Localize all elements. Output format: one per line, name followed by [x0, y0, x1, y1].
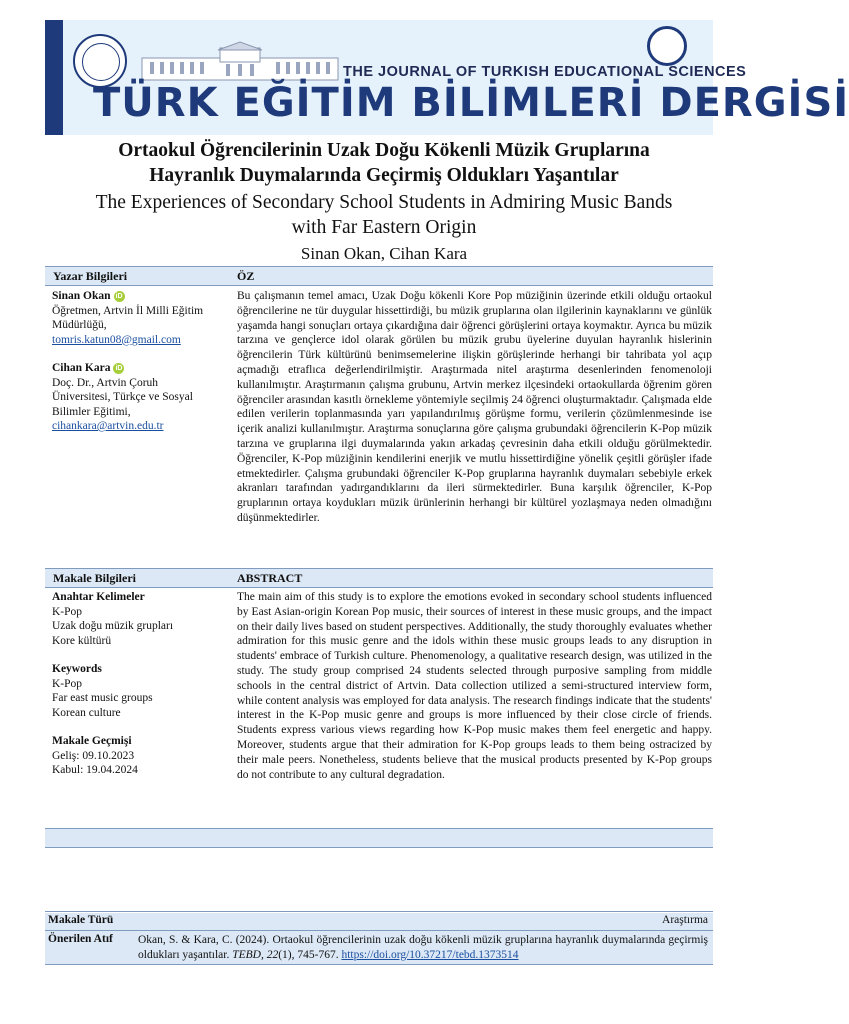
keyword-en-item: Far east music groups	[52, 692, 153, 704]
author-info-header-row	[45, 266, 713, 286]
author2-affiliation-3: Bilimler Eğitimi,	[52, 405, 131, 418]
keywords-en-label: Keywords	[52, 663, 102, 675]
banner-accent-bar	[45, 20, 63, 135]
abstract-text: The main aim of this study is to explore the emotions evoked in secondary school students influenced by East Asian-origin Korean Pop music, their sources of interest in these music groups, and the impact on their daily lives based on student perspectives. Additionally, the study thoroughly evaluates whether admiration for this music genre and the idols within these music groups leads to any disruption in students' embrace of Turkish culture. Phenomenology, a qualitative research design, was utilized in the study. The study group comprised 24 students selected through purposive sampling from middle schools in the central district of Artvin. Data collection utilized a semi-structured interview form, while content analysis was employed for data analysis. The research findings indicate that the students' interest in the K-Pop music genre and groups is more influenced by their close circle of friends. Students express various views regarding how K-Pop music makes them feel energetic and happy. Moreover, students argue that their admiration for K-Pop groups leads to them being ostracized by their male peers. Nonetheless, students believe that the musical products presented by K-Pop groups do not contribute to any cultural degradation.	[237, 591, 712, 781]
author1-affiliation: Öğretmen, Artvin İl Milli Eğitim	[52, 304, 204, 317]
keyword-en-item: K-Pop	[52, 677, 83, 690]
orcid-icon[interactable]: iD	[115, 365, 123, 372]
journal-title-tr: TÜRK EĞİTİM BİLİMLERİ DERGİSİ	[93, 80, 849, 126]
oz-label: ÖZ	[237, 269, 255, 283]
keyword-tr-item: K-Pop	[52, 605, 83, 618]
article-info	[52, 590, 232, 778]
doi-link[interactable]: https://doi.org/10.37217/tebd.1373514	[341, 949, 519, 961]
author2-email-link[interactable]: cihankara@artvin.edu.tr	[52, 420, 164, 432]
accepted-date: Kabul: 19.04.2024	[52, 764, 138, 776]
author2-affiliation: Doç. Dr., Artvin Çoruh	[52, 376, 159, 389]
author1-affiliation-2: Müdürlüğü,	[52, 319, 107, 331]
section-separator-band	[45, 828, 713, 848]
article-info-label: Makale Bilgileri	[53, 571, 136, 585]
article-type-value: Araştırma	[662, 914, 708, 926]
journal-logo-icon	[647, 26, 687, 66]
citation-journal: TEBD,	[232, 949, 264, 961]
orcid-icon[interactable]: iD	[115, 293, 123, 300]
citation-body: Okan, S. & Kara, C. (2024). Ortaokul öğrencilerinin uzak doğu kökenli müzik gruplarına hayranlık duymalarında geçirmiş oldukları yaşantılar.	[138, 934, 708, 961]
article-title-en-line2: with Far Eastern Origin	[291, 217, 477, 238]
author1-name: Sinan Okan	[52, 290, 111, 302]
article-type-row	[45, 913, 713, 930]
university-building-icon	[140, 42, 340, 82]
author-info	[52, 289, 232, 434]
keyword-en-item: Korean culture	[52, 706, 121, 719]
article-title-en-line1: The Experiences of Secondary School Students in Admiring Music Bands	[95, 192, 673, 213]
journal-banner	[45, 20, 849, 135]
citation-text	[138, 933, 708, 963]
author2-name: Cihan Kara	[52, 362, 111, 374]
citation-volume: 22	[266, 949, 279, 961]
keywords-tr-label: Anahtar Kelimeler	[52, 591, 145, 603]
citation-row	[45, 931, 713, 964]
author-info-label: Yazar Bilgileri	[53, 269, 128, 283]
journal-title-en: THE JOURNAL OF TURKISH EDUCATIONAL SCIENCES	[343, 64, 747, 80]
article-title-tr-line2: Hayranlık Duymalarında Geçirmiş Oldukları Yaşantılar	[149, 165, 619, 186]
author2-affiliation-2: Üniversitesi, Türkçe ve Sosyal	[52, 391, 193, 403]
received-date: Geliş: 09.10.2023	[52, 749, 135, 762]
abstract-label: ABSTRACT	[237, 571, 303, 585]
oz-text: Bu çalışmanın temel amacı, Uzak Doğu kökenli Kore Pop müziğinin üzerinde etkili olduğu ortaokul öğrencilerine ne tür duygular hissettirdiği, bu müzik gruplarına olan ilgilerinin kaynaklarını ve günlük yaşamda hangi sonuçları ortaya çıkardığına dair öğrenci görüşlerini ortaya koymaktır. Ayrıca bu müzik tarzına ve gençlerce idol olarak görülen bu müzik grubu üyelerine duyulan hayranlık hislerinin öğrencilerin Türk kültürünü benimsemelerine ilişkin görüşlerinde herhangi bir tahribata yol açıp açmadığı etraflıca değerlendirilmiştir. Araştırmada nitel araştırma desenlerinden fenomenoloji kullanılmıştır. Araştırmanın çalışma grubunu, Artvin merkez ilçesindeki ortaokullarda öğrenim gören öğrenciler arasından kasıtlı örnekleme yöntemiyle seçilmiş 24 öğrenci oluşturmaktadır. Çalışmada elde edilen verilerin toplanmasında yarı yapılandırılmış görüşme formu, verilerin çözümlenmesinde ise içerik analizi kullanılmıştır. Araştırma sonuçlarına göre çalışma grubundaki öğrencilerin K-Pop müzik tarzına ve gruplarına ilgi duymalarında yakın arkadaş çevresinin daha etkili olduğu görülmektedir. Öğrenciler, K-Pop müziğinin kendilerini enerjik ve mutlu hissettirdiğine yönelik çeşitli görüşler ifade etmektedirler. Çalışma grubundaki öğrenciler K-Pop gruplarına hayranlık duymaları sebebiyle erkek akranları tarafından yadırgandıklarını da ileri sürmektedirler. Buna karşılık öğrenciler, K-Pop gruplarının ortaya koydukları müzik ürünlerinin herhangi bir kültürel yozlaşmaya neden olmadığını düşünmektedirler.	[237, 290, 712, 524]
article-info-header-row	[45, 568, 713, 588]
article-title-tr-line1: Ortaokul Öğrencilerinin Uzak Doğu Kökenli Müzik Gruplarına	[118, 140, 650, 161]
keyword-tr-item: Kore kültürü	[52, 634, 112, 647]
footer-top-rule	[45, 911, 713, 912]
keyword-tr-item: Uzak doğu müzik grupları	[52, 620, 174, 632]
article-history-label: Makale Geçmişi	[52, 735, 132, 747]
author-names: Sinan Okan, Cihan Kara	[300, 244, 468, 263]
article-type-label: Makale Türü	[48, 914, 114, 926]
footer-bottom-rule	[45, 964, 713, 965]
citation-pages: (1), 745-767.	[278, 949, 339, 961]
citation-label: Önerilen Atıf	[48, 933, 113, 945]
author1-email-link[interactable]: tomris.katun08@gmail.com	[52, 333, 181, 346]
